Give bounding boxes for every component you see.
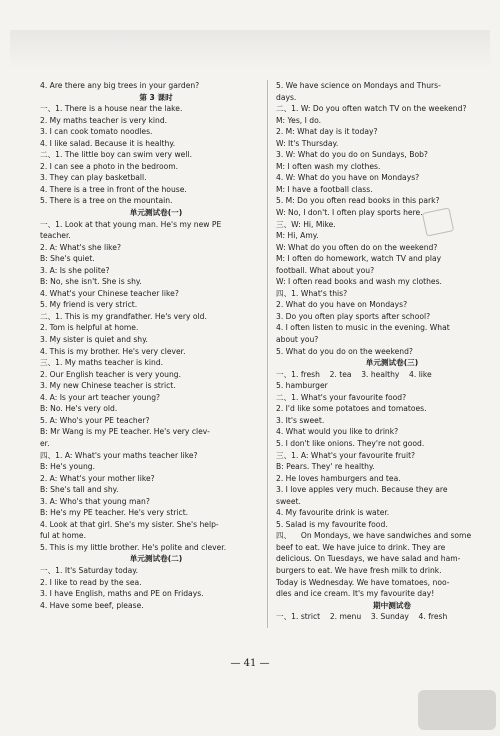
section-heading: 第 3 课时 xyxy=(139,92,173,102)
answer-line: 2. A: What's she like? xyxy=(40,242,122,252)
answer-line: 2. My maths teacher is very kind. xyxy=(40,115,168,125)
answer-line: 4. Look at that girl. She's my sister. She's help- xyxy=(40,519,219,529)
answer-line: 2. A: What's your mother like? xyxy=(40,473,155,483)
answer-line: ful at home. xyxy=(40,531,86,541)
answer-line: 二、1. What's your favourite food? xyxy=(276,392,407,402)
column-divider xyxy=(267,80,268,628)
answer-line: 2. I like to read by the sea. xyxy=(40,577,142,587)
answer-line: 3. I can cook tomato noodles. xyxy=(40,127,153,137)
answer-line: W: I often read books and wash my clothes. xyxy=(276,277,442,287)
answer-line: B: He's my PE teacher. He's very strict. xyxy=(40,508,189,518)
answer-line: 3. A: Who's that young man? xyxy=(40,496,150,506)
answer-line: M: I have a football class. xyxy=(276,184,373,194)
answer-line: 5. What do you do on the weekend? xyxy=(276,346,413,356)
answer-line: sweet. xyxy=(276,496,301,506)
answer-line: W: What do you often do on the weekend? xyxy=(276,242,438,252)
answer-line: W: It's Thursday. xyxy=(276,138,339,148)
answer-line: 四、1. What's this? xyxy=(276,288,348,298)
answer-line: about you? xyxy=(276,335,319,345)
answer-line: 5. Salad is my favourite food. xyxy=(276,519,388,529)
answer-line: 3. I love apples very much. Because they are xyxy=(276,485,448,495)
answer-line: 5. M: Do you often read books in this park? xyxy=(276,196,440,206)
answer-line: 一、1. There is a house near the lake. xyxy=(40,104,183,114)
answer-line: beef to eat. We have juice to drink. They are xyxy=(276,542,446,552)
answer-line: 一、1. strict 2. menu 3. Sunday 4. fresh xyxy=(276,612,448,622)
answer-line: 4. My favourite drink is water. xyxy=(276,508,390,518)
answer-line: B: Pears. They' re healthy. xyxy=(276,462,375,472)
answer-line: 2. He loves hamburgers and tea. xyxy=(276,473,401,483)
answer-line: 3. W: What do you do on Sundays, Bob? xyxy=(276,150,428,160)
section-heading: 单元测试卷(三) xyxy=(365,358,419,368)
section-heading: 单元测试卷(一) xyxy=(129,208,183,218)
answer-line: burgers to eat. We have fresh milk to drink. xyxy=(276,565,442,575)
answer-line: B: She's quiet. xyxy=(40,254,95,264)
answer-line: 四、1. A: What's your maths teacher like? xyxy=(40,450,198,460)
answer-line: 4. I like salad. Because it is healthy. xyxy=(40,138,176,148)
answer-line: 2. Tom is helpful at home. xyxy=(40,323,139,333)
answer-line: M: I often wash my clothes. xyxy=(276,161,381,171)
section-heading: 单元测试卷(二) xyxy=(129,554,183,564)
answer-line: W: No, I don't. I often play sports here. xyxy=(276,208,423,218)
answer-line: 3. My new Chinese teacher is strict. xyxy=(40,381,176,391)
answer-line: 3. It's sweet. xyxy=(276,415,325,425)
answer-line: 3. A: Is she polite? xyxy=(40,265,110,275)
answer-line: 4. What would you like to drink? xyxy=(276,427,399,437)
answer-line: B: She's tall and shy. xyxy=(40,485,119,495)
answer-line: 5. hamburger xyxy=(276,381,328,391)
answer-line: teacher. xyxy=(40,231,71,241)
answer-line: 2. I'd like some potatoes and tomatoes. xyxy=(276,404,427,414)
answer-line: M: Yes, I do. xyxy=(276,115,322,125)
answer-line: 5. This is my little brother. He's polite and clever. xyxy=(40,542,227,552)
answer-line: delicious. On Tuesdays, we have salad and ham- xyxy=(276,554,461,564)
answer-line: football. What about you? xyxy=(276,265,375,275)
answer-line: 2. M: What day is it today? xyxy=(276,127,378,137)
answer-line: 三、1. A: What's your favourite fruit? xyxy=(276,450,416,460)
left-column xyxy=(40,80,272,611)
answer-line: 5. I don't like onions. They're not good. xyxy=(276,438,425,448)
answer-line: 5. There is a tree on the mountain. xyxy=(40,196,173,206)
answer-line: 三、W: Hi, Mike. xyxy=(276,219,336,229)
answer-line: B: He's young. xyxy=(40,462,96,472)
watermark-logo xyxy=(418,690,496,730)
answer-line: 3. Do you often play sports after school? xyxy=(276,311,431,321)
answer-line: dles and ice cream. It's my favourite day! xyxy=(276,589,435,599)
answer-line: B: No, she isn't. She is shy. xyxy=(40,277,142,287)
answer-line: M: Hi, Amy. xyxy=(276,231,319,241)
answer-line: 3. I have English, maths and PE on Fridays. xyxy=(40,589,204,599)
answer-line: 4. W: What do you have on Mondays? xyxy=(276,173,420,183)
answer-line: 5. A: Who's your PE teacher? xyxy=(40,415,150,425)
scan-shadow xyxy=(10,30,490,70)
answer-line: 二、1. The little boy can swim very well. xyxy=(40,150,192,160)
answer-line: 一、1. Look at that young man. He's my new PE xyxy=(40,219,222,229)
answer-line: 二、1. This is my grandfather. He's very old. xyxy=(40,311,207,321)
answer-line: 5. We have science on Mondays and Thurs- xyxy=(276,81,441,90)
answer-line: er. xyxy=(40,438,50,448)
answer-line: 4. There is a tree in front of the house. xyxy=(40,184,187,194)
answer-line: B: Mr Wang is my PE teacher. He's very clev- xyxy=(40,427,210,437)
answer-line: Today is Wednesday. We have tomatoes, noo- xyxy=(276,577,450,587)
answer-line: 三、1. My maths teacher is kind. xyxy=(40,358,164,368)
answer-line: 2. I can see a photo in the bedroom. xyxy=(40,161,179,171)
answer-line: 4. This is my brother. He's very clever. xyxy=(40,346,186,356)
answer-line: 一、1. It's Saturday today. xyxy=(40,565,139,575)
answer-line: 3. They can play basketball. xyxy=(40,173,147,183)
answer-line: 4. What's your Chinese teacher like? xyxy=(40,288,179,298)
answer-line: 四、 On Mondays, we have sandwiches and some xyxy=(276,531,472,541)
answer-line: 4. I often listen to music in the evening. What xyxy=(276,323,450,333)
answer-line: 2. What do you have on Mondays? xyxy=(276,300,408,310)
answer-line: 二、1. W: Do you often watch TV on the weekend? xyxy=(276,104,467,114)
answer-line: 4. A: Is your art teacher young? xyxy=(40,392,161,402)
answer-line: 一、1. fresh 2. tea 3. healthy 4. like xyxy=(276,369,432,379)
answer-line: 3. My sister is quiet and shy. xyxy=(40,335,148,345)
answer-line: 4. Are there any big trees in your garden? xyxy=(40,81,200,90)
answer-line: days. xyxy=(276,92,297,102)
answer-line: B: No. He's very old. xyxy=(40,404,118,414)
answer-line: 5. My friend is very strict. xyxy=(40,300,138,310)
page-number: — 41 — xyxy=(230,658,270,669)
answer-line: 4. Have some beef, please. xyxy=(40,600,144,610)
right-column xyxy=(276,80,500,623)
answer-line: 2. Our English teacher is very young. xyxy=(40,369,181,379)
answer-line: M: I often do homework, watch TV and play xyxy=(276,254,442,264)
section-heading: 期中测试卷 xyxy=(373,600,411,610)
